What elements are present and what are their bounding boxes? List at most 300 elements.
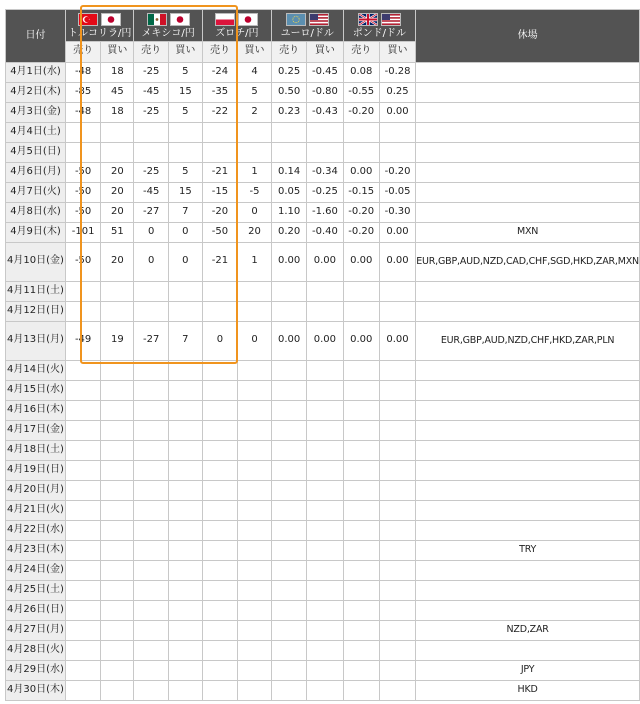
sell-value-cell: 1.10 — [271, 202, 306, 222]
buy-value-cell — [238, 540, 272, 560]
buy-value-cell — [168, 540, 202, 560]
sell-value-cell — [65, 400, 100, 420]
buy-value-cell — [168, 660, 202, 680]
sell-value-cell — [65, 460, 100, 480]
sell-value-cell — [202, 281, 237, 301]
table-row — [6, 660, 640, 680]
sell-value-cell — [343, 360, 379, 380]
sell-value-cell — [202, 640, 237, 660]
table-body — [6, 62, 640, 700]
sell-value-cell — [65, 680, 100, 700]
date-cell: 4月30日(木) — [6, 680, 66, 700]
sell-header: 売り — [134, 41, 169, 62]
sell-value-cell — [202, 460, 237, 480]
holiday-cell — [416, 162, 640, 182]
sell-value-cell — [134, 301, 169, 321]
buy-value-cell: 20 — [101, 242, 134, 281]
holiday-cell — [416, 281, 640, 301]
buy-header: 買い — [168, 41, 202, 62]
buy-value-cell — [238, 680, 272, 700]
buy-value-cell — [379, 360, 415, 380]
buy-value-cell — [101, 480, 134, 500]
sell-value-cell — [343, 142, 379, 162]
sell-value-cell: -24 — [202, 62, 237, 82]
buy-value-cell — [238, 440, 272, 460]
buy-value-cell: 5 — [168, 62, 202, 82]
buy-value-cell — [238, 500, 272, 520]
buy-value-cell: 0.25 — [379, 82, 415, 102]
sell-value-cell — [134, 360, 169, 380]
pair-header-try-jpy — [65, 10, 133, 42]
sell-value-cell: -15 — [202, 182, 237, 202]
buy-value-cell — [307, 380, 343, 400]
sell-value-cell: -50 — [65, 202, 100, 222]
buy-value-cell: 0 — [238, 202, 272, 222]
buy-value-cell — [238, 640, 272, 660]
buy-value-cell — [238, 600, 272, 620]
table-row — [6, 400, 640, 420]
buy-value-cell — [379, 281, 415, 301]
buy-value-cell — [379, 380, 415, 400]
sell-value-cell — [134, 520, 169, 540]
date-cell: 4月7日(火) — [6, 182, 66, 202]
date-cell: 4月24日(金) — [6, 560, 66, 580]
buy-header: 買い — [101, 41, 134, 62]
date-cell: 4月21日(火) — [6, 500, 66, 520]
date-cell: 4月28日(火) — [6, 640, 66, 660]
sell-value-cell — [202, 420, 237, 440]
buy-value-cell: 0 — [168, 222, 202, 242]
sell-value-cell — [343, 122, 379, 142]
sell-value-cell — [343, 560, 379, 580]
buy-value-cell: 15 — [168, 82, 202, 102]
sell-value-cell — [343, 460, 379, 480]
poland-flag-icon — [215, 13, 235, 26]
sell-value-cell — [343, 301, 379, 321]
buy-value-cell — [101, 600, 134, 620]
buy-value-cell: -0.80 — [307, 82, 343, 102]
table-row — [6, 620, 640, 640]
sell-value-cell — [202, 142, 237, 162]
sell-value-cell — [65, 560, 100, 580]
buy-value-cell — [101, 580, 134, 600]
sell-value-cell — [202, 360, 237, 380]
buy-value-cell — [238, 660, 272, 680]
buy-value-cell: 2 — [238, 102, 272, 122]
sell-value-cell: -45 — [134, 82, 169, 102]
sell-value-cell — [202, 440, 237, 460]
buy-value-cell — [101, 142, 134, 162]
pair-name: メキシコ/円 — [141, 28, 195, 39]
sell-value-cell — [65, 360, 100, 380]
sell-value-cell — [202, 580, 237, 600]
buy-value-cell — [101, 301, 134, 321]
buy-value-cell — [101, 540, 134, 560]
sell-value-cell: -50 — [65, 242, 100, 281]
sell-value-cell: 0.05 — [271, 182, 306, 202]
table-row — [6, 242, 640, 281]
date-cell: 4月12日(日) — [6, 301, 66, 321]
holiday-cell — [416, 122, 640, 142]
sell-value-cell: -0.55 — [343, 82, 379, 102]
holiday-cell — [416, 480, 640, 500]
pair-name: トルコリラ/円 — [67, 28, 132, 39]
mexico-flag-icon — [147, 13, 167, 26]
buy-value-cell: 20 — [101, 182, 134, 202]
buy-value-cell: 0.00 — [379, 242, 415, 281]
buy-value-cell — [379, 680, 415, 700]
holiday-cell — [416, 400, 640, 420]
date-header: 日付 — [6, 10, 66, 63]
buy-value-cell: 15 — [168, 182, 202, 202]
buy-value-cell — [379, 600, 415, 620]
date-cell: 4月17日(金) — [6, 420, 66, 440]
buy-value-cell: 7 — [168, 321, 202, 360]
sell-value-cell — [65, 380, 100, 400]
buy-value-cell — [379, 500, 415, 520]
date-cell: 4月19日(日) — [6, 460, 66, 480]
sell-value-cell — [343, 660, 379, 680]
buy-value-cell — [379, 640, 415, 660]
sell-value-cell: 0.14 — [271, 162, 306, 182]
buy-value-cell: 0.00 — [379, 102, 415, 122]
table-row — [6, 520, 640, 540]
sell-value-cell: -35 — [202, 82, 237, 102]
date-cell: 4月26日(日) — [6, 600, 66, 620]
holiday-cell: JPY — [416, 660, 640, 680]
sell-value-cell — [202, 540, 237, 560]
sell-value-cell: 0.50 — [271, 82, 306, 102]
buy-value-cell — [238, 380, 272, 400]
sell-value-cell — [65, 580, 100, 600]
buy-value-cell — [307, 142, 343, 162]
pair-header-eur-usd — [271, 10, 343, 42]
sell-value-cell — [202, 600, 237, 620]
buy-value-cell: -0.25 — [307, 182, 343, 202]
sell-value-cell — [65, 440, 100, 460]
sell-value-cell — [271, 560, 306, 580]
sell-value-cell: 0 — [202, 321, 237, 360]
buy-value-cell: -0.45 — [307, 62, 343, 82]
buy-value-cell: 1 — [238, 242, 272, 281]
sell-value-cell — [202, 500, 237, 520]
sell-value-cell — [65, 420, 100, 440]
buy-value-cell — [307, 540, 343, 560]
date-cell: 4月22日(水) — [6, 520, 66, 540]
sell-value-cell: -0.20 — [343, 102, 379, 122]
sell-value-cell — [134, 460, 169, 480]
buy-value-cell — [168, 620, 202, 640]
buy-value-cell — [168, 580, 202, 600]
date-cell: 4月6日(月) — [6, 162, 66, 182]
table-row — [6, 301, 640, 321]
sell-value-cell — [65, 620, 100, 640]
buy-value-cell — [307, 680, 343, 700]
sell-value-cell — [65, 640, 100, 660]
pair-name: ポンド/ドル — [352, 28, 407, 39]
sell-value-cell — [343, 500, 379, 520]
sell-value-cell — [202, 520, 237, 540]
buy-value-cell — [101, 360, 134, 380]
sell-header: 売り — [202, 41, 237, 62]
sell-value-cell: -27 — [134, 202, 169, 222]
date-cell: 4月15日(水) — [6, 380, 66, 400]
buy-value-cell: -0.28 — [379, 62, 415, 82]
buy-value-cell: 19 — [101, 321, 134, 360]
holiday-cell: MXN — [416, 222, 640, 242]
sell-value-cell — [271, 540, 306, 560]
table-row — [6, 122, 640, 142]
buy-value-cell — [238, 580, 272, 600]
buy-value-cell — [379, 620, 415, 640]
date-cell: 4月27日(月) — [6, 620, 66, 640]
table-row — [6, 440, 640, 460]
sell-value-cell: -21 — [202, 162, 237, 182]
sell-value-cell — [271, 400, 306, 420]
sell-value-cell — [134, 440, 169, 460]
sell-header: 売り — [271, 41, 306, 62]
sell-value-cell — [343, 600, 379, 620]
buy-value-cell — [307, 400, 343, 420]
sell-value-cell: 0.25 — [271, 62, 306, 82]
buy-value-cell — [168, 400, 202, 420]
sell-value-cell — [65, 142, 100, 162]
sell-value-cell — [134, 142, 169, 162]
sell-value-cell — [134, 580, 169, 600]
sell-value-cell: 0 — [134, 222, 169, 242]
buy-value-cell — [101, 660, 134, 680]
holiday-cell — [416, 142, 640, 162]
sell-value-cell — [271, 420, 306, 440]
buy-value-cell — [238, 122, 272, 142]
sell-value-cell: -0.20 — [343, 222, 379, 242]
holiday-cell — [416, 440, 640, 460]
buy-value-cell — [307, 580, 343, 600]
buy-value-cell — [101, 520, 134, 540]
holiday-cell — [416, 360, 640, 380]
buy-value-cell: 5 — [168, 162, 202, 182]
sell-value-cell — [343, 380, 379, 400]
buy-value-cell — [168, 380, 202, 400]
buy-value-cell — [379, 301, 415, 321]
buy-value-cell: -0.30 — [379, 202, 415, 222]
holiday-cell — [416, 580, 640, 600]
pair-name: ズロチ/円 — [215, 28, 259, 39]
buy-value-cell — [238, 142, 272, 162]
buy-value-cell — [307, 122, 343, 142]
buy-value-cell: 45 — [101, 82, 134, 102]
table-row — [6, 420, 640, 440]
sell-value-cell — [202, 400, 237, 420]
holiday-cell — [416, 560, 640, 580]
sell-value-cell — [343, 620, 379, 640]
uk-flag-icon — [358, 13, 378, 26]
date-cell: 4月20日(月) — [6, 480, 66, 500]
sell-value-cell: -20 — [202, 202, 237, 222]
buy-header: 買い — [307, 41, 343, 62]
holiday-cell: HKD — [416, 680, 640, 700]
holiday-cell — [416, 62, 640, 82]
holiday-cell: NZD,ZAR — [416, 620, 640, 640]
sell-value-cell — [65, 281, 100, 301]
table-row — [6, 281, 640, 301]
buy-value-cell — [307, 480, 343, 500]
us-flag-icon — [309, 13, 329, 26]
buy-value-cell: -1.60 — [307, 202, 343, 222]
date-cell: 4月25日(土) — [6, 580, 66, 600]
japan-flag-icon — [238, 13, 258, 26]
buy-value-cell — [379, 122, 415, 142]
buy-value-cell: 0 — [238, 321, 272, 360]
sell-value-cell — [65, 122, 100, 142]
date-cell: 4月14日(火) — [6, 360, 66, 380]
date-cell: 4月23日(木) — [6, 540, 66, 560]
sell-value-cell — [202, 680, 237, 700]
table-row — [6, 480, 640, 500]
date-cell: 4月29日(水) — [6, 660, 66, 680]
buy-value-cell — [101, 560, 134, 580]
buy-value-cell: -5 — [238, 182, 272, 202]
sell-value-cell — [343, 640, 379, 660]
buy-value-cell: 0.00 — [307, 321, 343, 360]
buy-value-cell — [307, 460, 343, 480]
buy-value-cell — [168, 142, 202, 162]
sell-value-cell: 0.00 — [343, 242, 379, 281]
sell-value-cell — [65, 520, 100, 540]
table-row — [6, 560, 640, 580]
buy-value-cell: 5 — [168, 102, 202, 122]
sell-value-cell — [271, 460, 306, 480]
date-cell: 4月9日(木) — [6, 222, 66, 242]
holiday-cell — [416, 460, 640, 480]
sell-value-cell — [134, 122, 169, 142]
sell-value-cell: -27 — [134, 321, 169, 360]
buy-value-cell — [238, 281, 272, 301]
sell-value-cell: -25 — [134, 162, 169, 182]
sell-value-cell — [202, 620, 237, 640]
buy-value-cell: 18 — [101, 62, 134, 82]
sell-value-cell: 0.23 — [271, 102, 306, 122]
sell-value-cell — [134, 620, 169, 640]
buy-value-cell — [101, 620, 134, 640]
holiday-cell — [416, 182, 640, 202]
table-row — [6, 640, 640, 660]
buy-value-cell — [379, 660, 415, 680]
holiday-cell: EUR,GBP,AUD,NZD,CAD,CHF,SGD,HKD,ZAR,MXN — [416, 242, 640, 281]
sell-value-cell: 0.08 — [343, 62, 379, 82]
buy-value-cell — [379, 400, 415, 420]
sell-value-cell: 0.00 — [343, 321, 379, 360]
sell-value-cell: 0.20 — [271, 222, 306, 242]
date-cell: 4月16日(木) — [6, 400, 66, 420]
sell-value-cell — [271, 301, 306, 321]
sell-value-cell — [343, 520, 379, 540]
table-row — [6, 460, 640, 480]
sell-value-cell — [134, 281, 169, 301]
holiday-cell — [416, 600, 640, 620]
sell-value-cell: -50 — [65, 162, 100, 182]
sell-value-cell — [271, 440, 306, 460]
date-cell: 4月8日(水) — [6, 202, 66, 222]
date-cell: 4月10日(金) — [6, 242, 66, 281]
sell-value-cell — [65, 540, 100, 560]
pair-name: ユーロ/ドル — [280, 28, 334, 39]
buy-value-cell — [238, 620, 272, 640]
sell-value-cell — [134, 400, 169, 420]
sell-value-cell — [343, 400, 379, 420]
holiday-cell — [416, 380, 640, 400]
buy-value-cell: 5 — [238, 82, 272, 102]
sell-value-cell: 0 — [134, 242, 169, 281]
date-cell: 4月2日(木) — [6, 82, 66, 102]
sell-value-cell: -49 — [65, 321, 100, 360]
table-row — [6, 580, 640, 600]
buy-value-cell — [168, 600, 202, 620]
sell-value-cell — [134, 380, 169, 400]
buy-value-cell — [379, 142, 415, 162]
table-row — [6, 600, 640, 620]
date-cell: 4月5日(日) — [6, 142, 66, 162]
buy-value-cell — [238, 400, 272, 420]
buy-value-cell — [307, 660, 343, 680]
table-row — [6, 102, 640, 122]
buy-value-cell — [101, 400, 134, 420]
buy-value-cell — [379, 460, 415, 480]
sell-value-cell: 0.00 — [343, 162, 379, 182]
us-flag-icon — [381, 13, 401, 26]
sell-value-cell — [134, 560, 169, 580]
date-cell: 4月11日(土) — [6, 281, 66, 301]
sell-value-cell — [134, 500, 169, 520]
sell-value-cell: -50 — [65, 182, 100, 202]
sell-value-cell — [65, 500, 100, 520]
sell-header: 売り — [343, 41, 379, 62]
holiday-cell — [416, 520, 640, 540]
sell-value-cell: -25 — [134, 62, 169, 82]
date-cell: 4月4日(土) — [6, 122, 66, 142]
buy-value-cell — [168, 281, 202, 301]
buy-header: 買い — [379, 41, 415, 62]
buy-value-cell: 1 — [238, 162, 272, 182]
sell-value-cell — [271, 122, 306, 142]
buy-value-cell — [307, 360, 343, 380]
buy-value-cell — [101, 440, 134, 460]
japan-flag-icon — [170, 13, 190, 26]
sell-value-cell — [202, 660, 237, 680]
buy-value-cell — [307, 281, 343, 301]
sell-value-cell — [343, 281, 379, 301]
japan-flag-icon — [101, 13, 121, 26]
holiday-cell — [416, 82, 640, 102]
holiday-cell — [416, 102, 640, 122]
buy-value-cell — [307, 440, 343, 460]
buy-value-cell — [168, 500, 202, 520]
buy-value-cell: -0.34 — [307, 162, 343, 182]
buy-header: 買い — [238, 41, 272, 62]
table-row — [6, 380, 640, 400]
buy-value-cell — [168, 460, 202, 480]
sell-value-cell — [202, 301, 237, 321]
buy-value-cell — [307, 600, 343, 620]
table-row — [6, 82, 640, 102]
buy-value-cell: -0.05 — [379, 182, 415, 202]
table-row — [6, 62, 640, 82]
sell-value-cell — [134, 660, 169, 680]
date-cell: 4月1日(水) — [6, 62, 66, 82]
table-row — [6, 202, 640, 222]
sell-value-cell — [343, 540, 379, 560]
holiday-cell — [416, 640, 640, 660]
